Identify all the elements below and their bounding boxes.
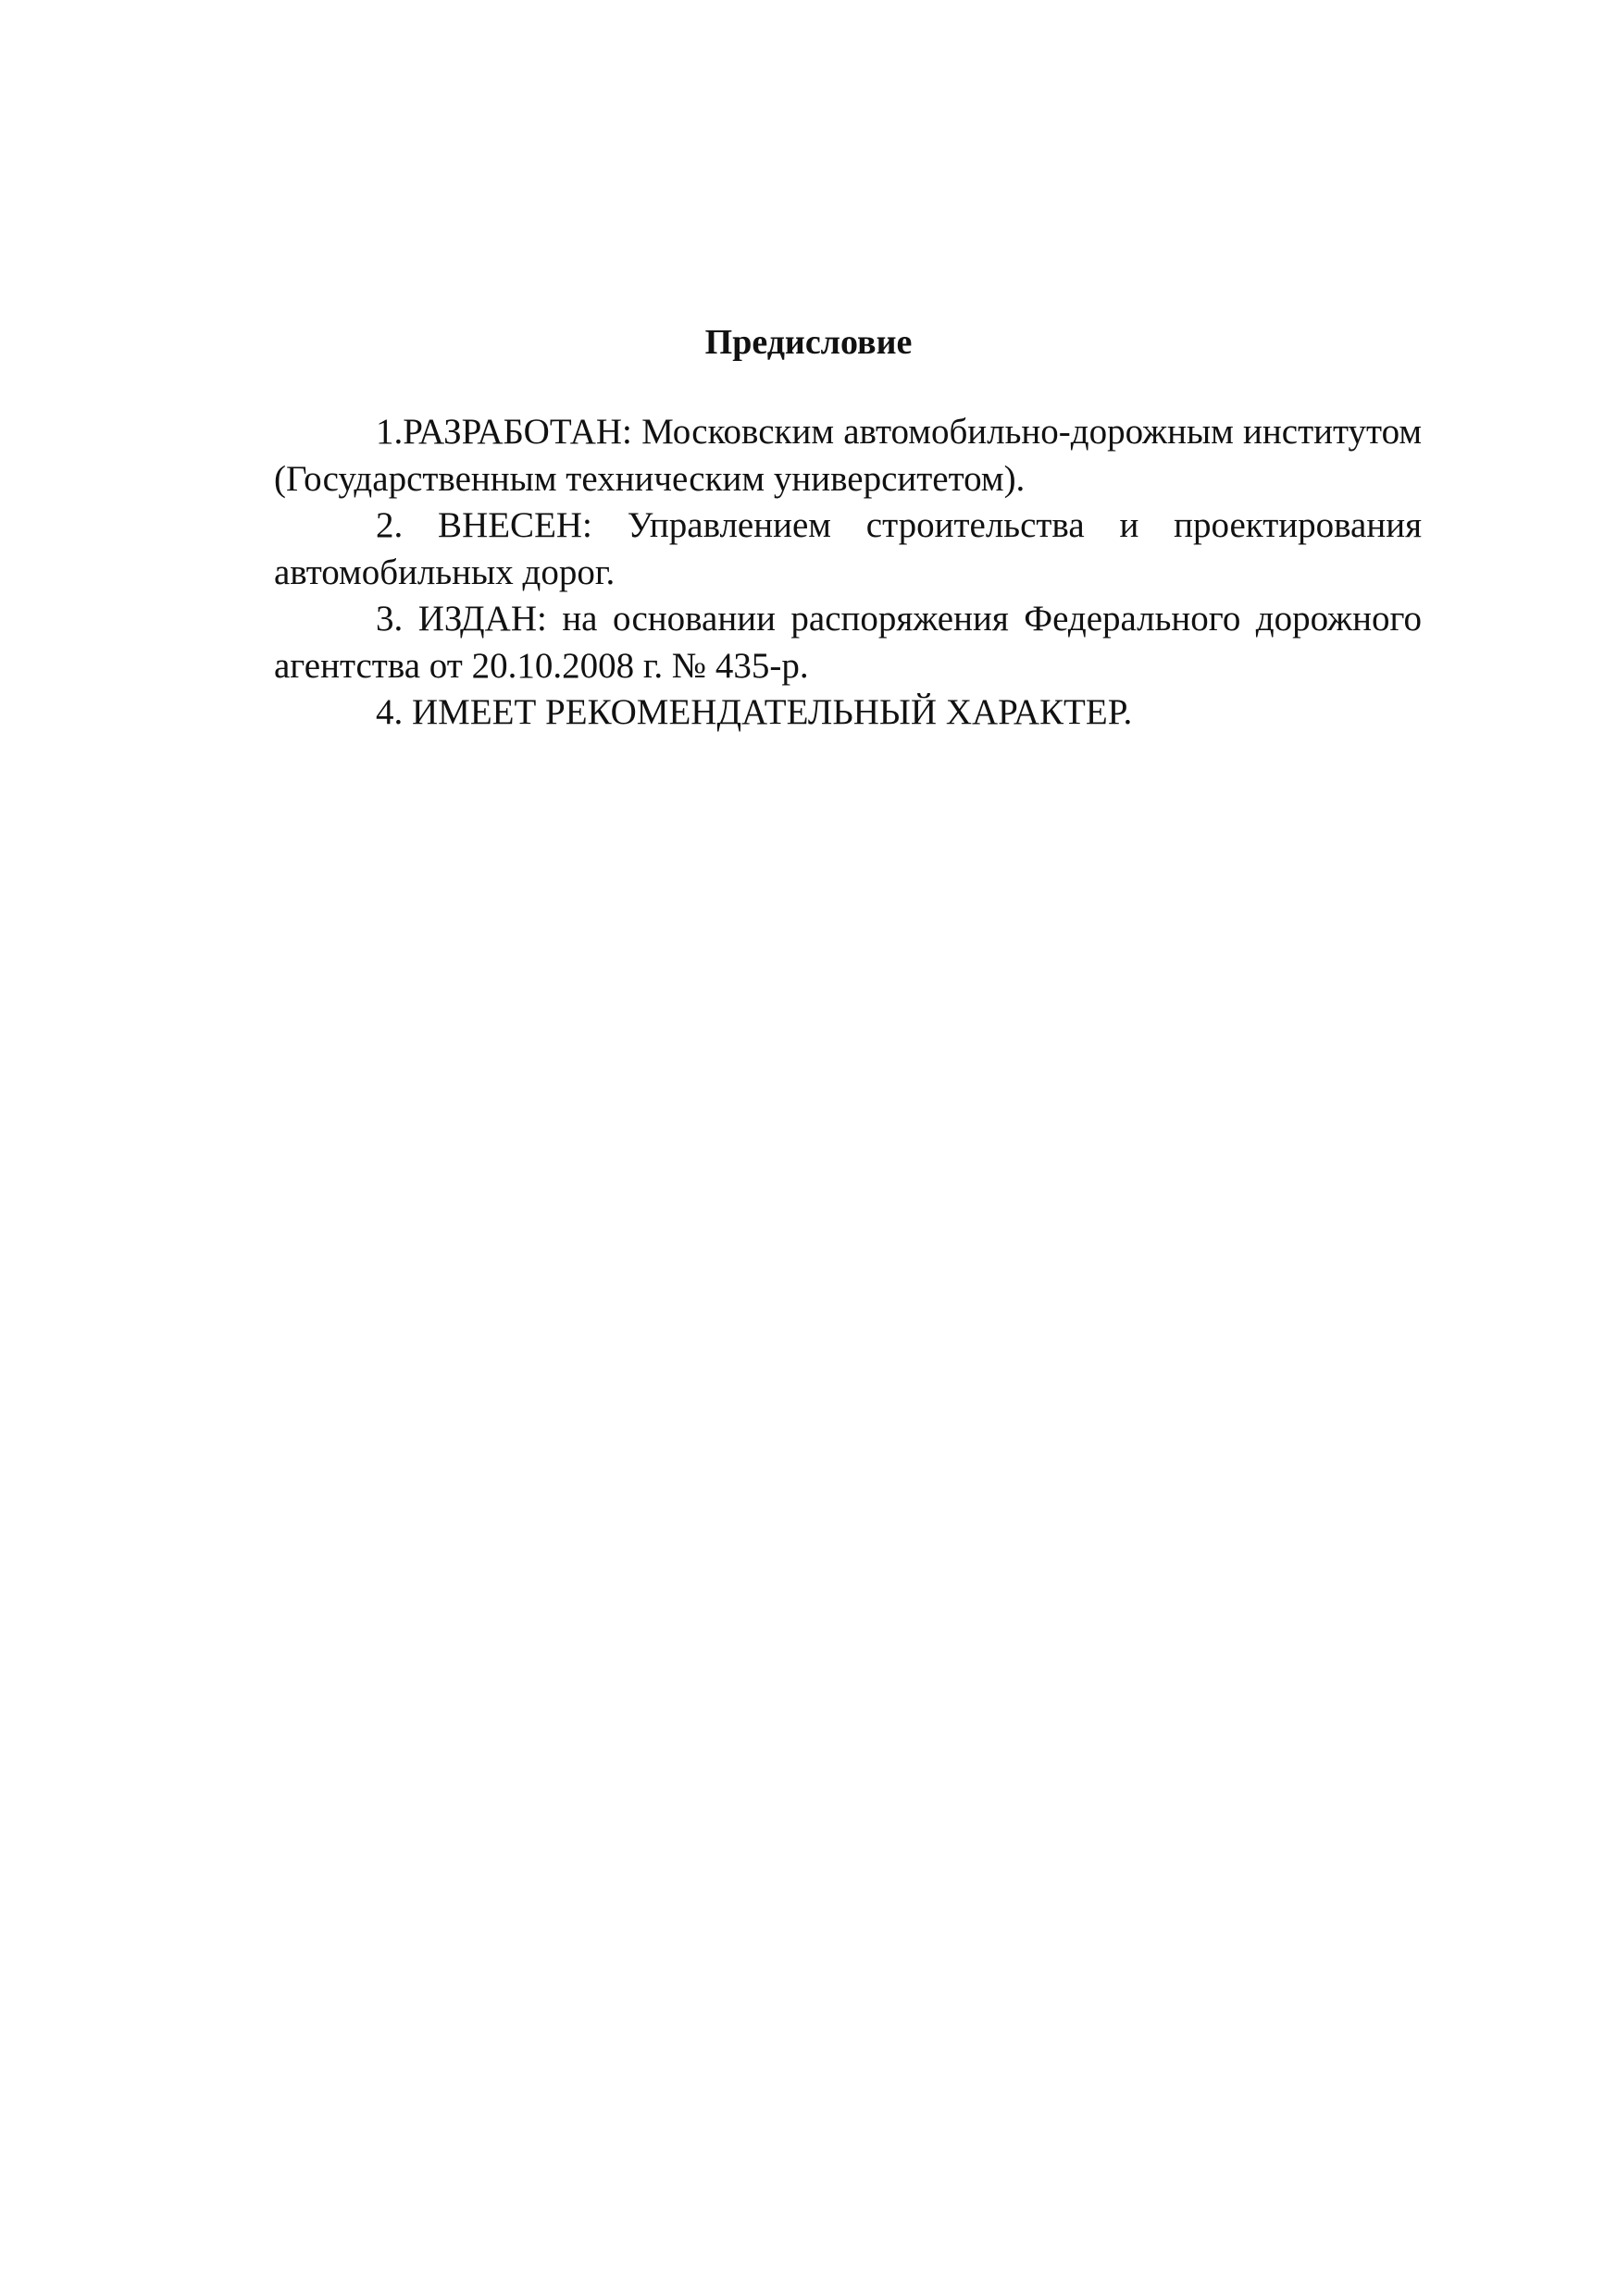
item-label: 1.РАЗРАБОТАН: bbox=[376, 412, 632, 452]
item-text: на основании распоряжения Федерального дорожного агентства от 20.10.2008 г. № 435-р. bbox=[274, 599, 1423, 686]
preface-body bbox=[274, 409, 1422, 737]
preface-item-status bbox=[274, 689, 1422, 737]
item-text: Управлением строительства и проектирования автомобильных дорог. bbox=[274, 505, 1423, 592]
preface-item-introduced bbox=[274, 503, 1422, 596]
item-label: 4. ИМЕЕТ РЕКОМЕНДАТЕЛЬНЫЙ ХАРАКТЕР. bbox=[376, 692, 1133, 732]
item-label: 3. ИЗДАН: bbox=[376, 599, 547, 639]
preface-item-developed bbox=[274, 409, 1422, 503]
item-label: 2. ВНЕСЕН: bbox=[376, 505, 592, 545]
page-title: Предисловие bbox=[704, 323, 913, 362]
item-text: Московским автомобильно-дорожным институтом (Государственным техническим университетом). bbox=[274, 412, 1423, 499]
preface-item-published bbox=[274, 596, 1422, 689]
